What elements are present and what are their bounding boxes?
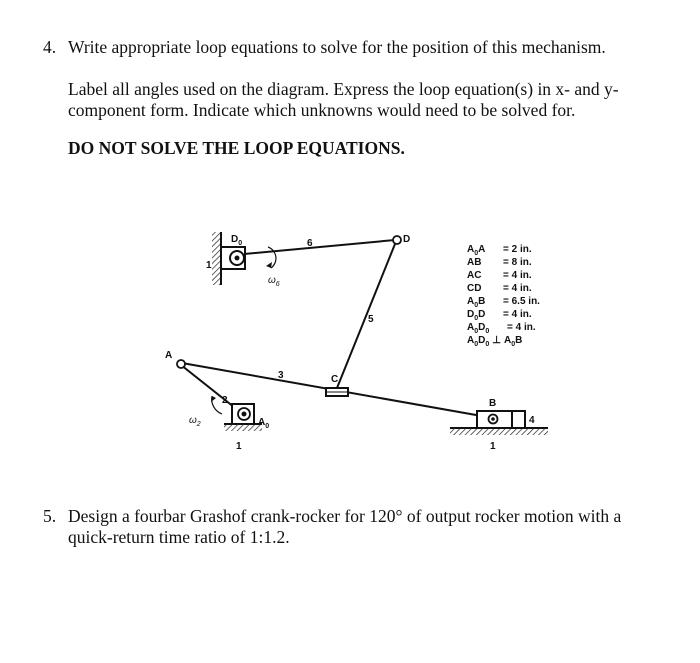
label-link-6: 6 [307,238,313,249]
dim-row: AB [467,257,482,268]
pin-d [393,236,401,244]
label-link-2: 2 [222,395,228,406]
dim-row: $A_0A$ [467,244,486,257]
question-4-instructions-line2: component form. Indicate which unknowns would need to be solved for. [68,100,576,120]
perp-note: $A_0D_0$ ⊥ $A_0B$ [467,335,523,348]
ground-a0 [224,404,262,431]
label-link-4: 4 [529,415,535,426]
label-link-3: 3 [278,370,284,381]
question-4-number: 4. [43,37,57,57]
link-6 [244,240,395,254]
label-c: C [331,374,339,385]
question-4-line1: Write appropriate loop equations to solve for the position of this mechanism. [68,37,606,57]
label-d: D [403,234,411,245]
dimension-table [467,244,540,348]
dim-value: = 4 in. [503,309,532,320]
question-5-line2: quick-return time ratio of 1:1.2. [68,527,290,547]
question-5 [0,506,700,556]
label-link-1-right: 1 [490,441,496,452]
label-omega-6: $\omega_6$ [268,275,280,288]
label-a0: $A_0$ [258,417,270,430]
label-b: B [489,398,497,409]
label-link-5: 5 [368,314,374,325]
dim-value: = 4 in. [507,322,536,333]
question-4-instructions-line1: Label all angles used on the diagram. Express the loop equation(s) in x- and y- [68,79,619,99]
slider-4 [512,411,525,428]
dim-value: = 2 in. [503,244,532,255]
label-a: A [165,350,173,361]
dim-row: $A_0D_0$ [467,322,490,335]
label-omega-2: $\omega_2$ [189,415,201,428]
dim-row: AC [467,270,482,281]
label-link-1-left: 1 [236,441,242,452]
dim-value: = 4 in. [503,270,532,281]
pin-a [177,360,185,368]
label-link-1-top: 1 [206,260,212,271]
question-5-number: 5. [43,506,57,526]
link-5 [337,244,395,388]
dim-row: $A_0B$ [467,296,486,309]
question-4-emphasis: DO NOT SOLVE THE LOOP EQUATIONS. [68,138,405,158]
dim-value: = 6.5 in. [503,296,540,307]
question-5-line1: Design a fourbar Grashof crank-rocker for 120° of output rocker motion with a [68,506,622,526]
dim-value: = 8 in. [503,257,532,268]
dim-row: $D_0D$ [467,309,486,322]
dim-row: CD [467,283,482,294]
label-d0: $D_0$ [231,234,243,247]
dim-value: = 4 in. [503,283,532,294]
